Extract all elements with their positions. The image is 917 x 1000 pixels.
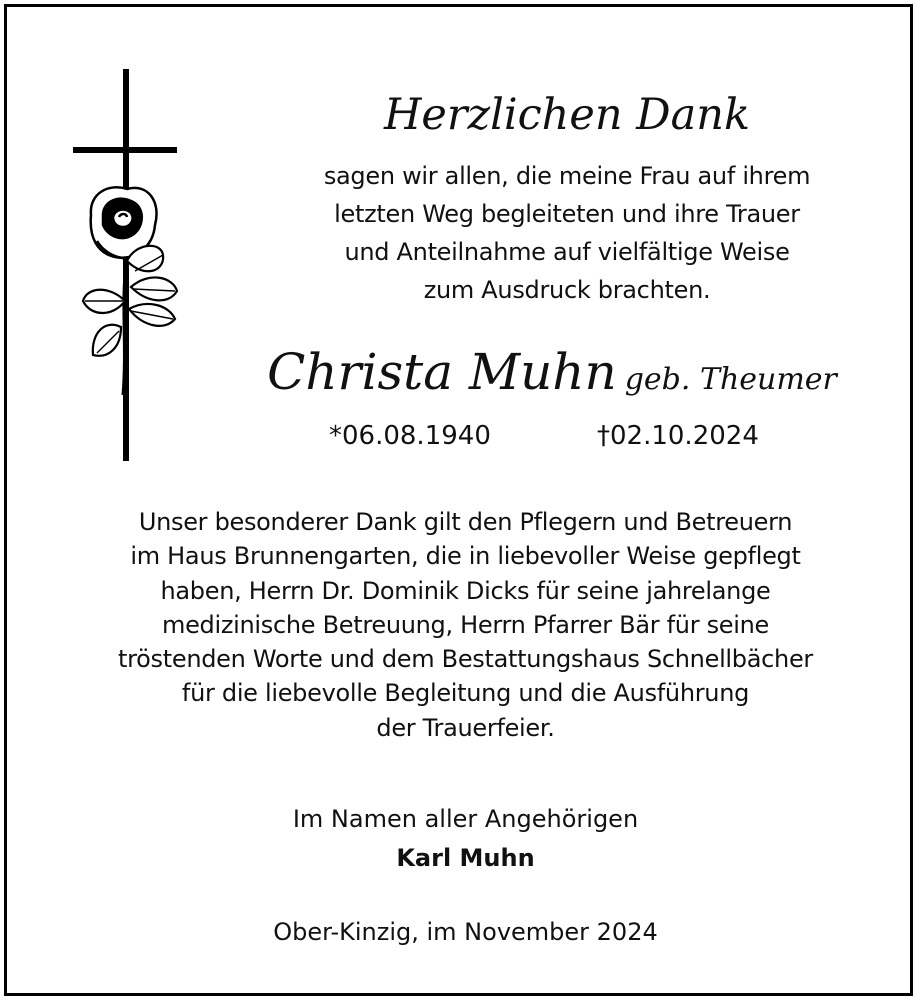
cross-with-rose-icon (69, 65, 184, 465)
birth-date: *06.08.1940 (329, 421, 491, 451)
intro-line: sagen wir allen, die meine Frau auf ihrem (323, 162, 811, 190)
birth-name: geb. Theumer (624, 362, 837, 397)
intro-text (247, 157, 887, 309)
place-and-date: Ober-Kinzig, im November 2024 (273, 918, 658, 946)
deceased-name-line (207, 343, 897, 401)
thanks-line: Unser besonderer Dank gilt den Pflegern und Betreuern (138, 508, 793, 536)
heading: Herzlichen Dank (383, 90, 751, 140)
thanks-paragraph (17, 505, 914, 745)
thanks-line: der Trauerfeier. (376, 713, 555, 742)
obituary-notice-frame (4, 4, 913, 996)
signature-label: Im Namen aller Angehörigen (292, 805, 639, 833)
intro-line: und Anteilnahme auf vielfältige Weise (344, 238, 790, 266)
signature-name: Karl Muhn (396, 844, 535, 872)
thanks-line: für die liebevolle Begleitung und die Ausführung (181, 679, 750, 708)
death-date: †02.10.2024 (597, 421, 759, 451)
deceased-name: Christa Muhn (267, 343, 617, 401)
intro-line: letzten Weg begleiteten und ihre Trauer (334, 200, 800, 228)
thanks-line: haben, Herrn Dr. Dominik Dicks für seine jahrelange (160, 576, 771, 605)
intro-line: zum Ausdruck brachten. (423, 276, 711, 304)
thanks-line: tröstenden Worte und dem Bestattungshaus Schnellbächer (118, 645, 813, 674)
thanks-line: im Haus Brunnengarten, die in liebevoller Weise gepflegt (130, 542, 801, 571)
thanks-line: medizinische Betreuung, Herrn Pfarrer Bär für seine (161, 610, 770, 639)
